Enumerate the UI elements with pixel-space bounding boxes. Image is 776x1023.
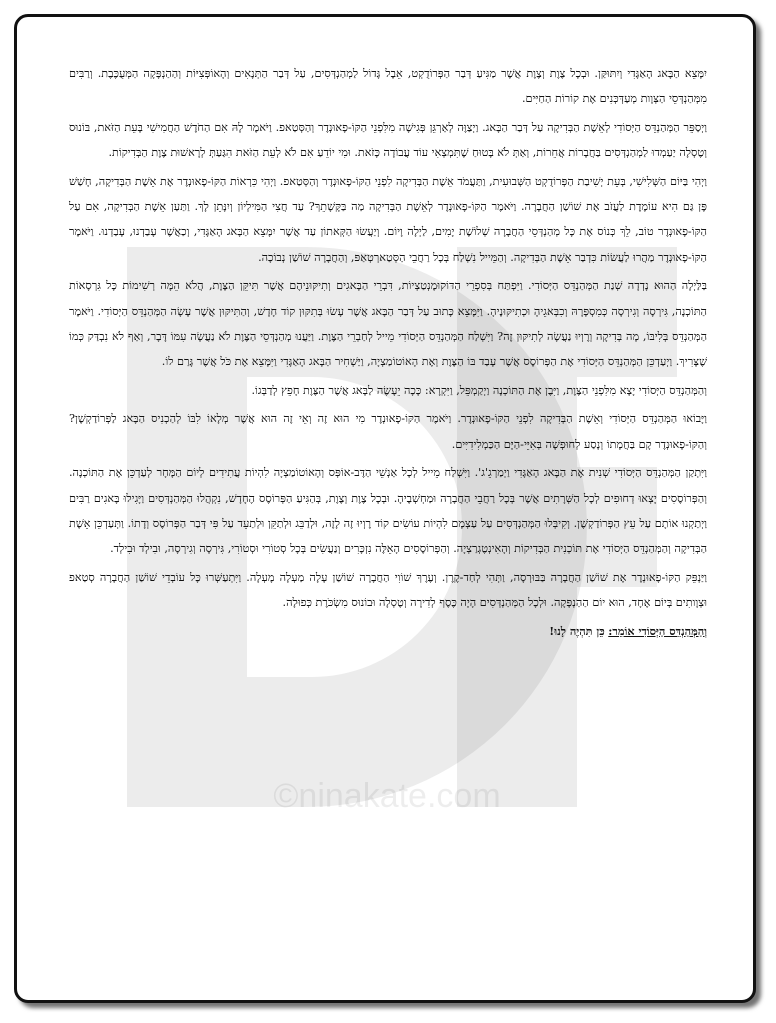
paragraph: וַיְסַפֵּר הַמְּהַנְדֵּס הַיְּסוֹדִי לְאֵשֶׁת הַבְּדִיקָה עַל דְּבַר הַבָּאג. וַיְצַוֶּה לְאַרְגֵּן פְּגִישָׁה מִלִּפְנֵי הַקּוֹ-פָאוּנְדֶר וְהַסְּטַאפ. וַיֹּאמֶר לָהּ אִם הַחֹדֶשׁ הַחֲמִישִׁי בָּעֵת הַזֹּאת, בּוֹנוּס וְטֶסְלָה יַעַמְדוּ לַמְהַנְדְּסִים בַּחֲבָרוֹת אֲחֵרוֹת, וְאַתְּ לֹא בָּטוּחַ שֶׁתִּמְצְאִי עוֹד עֲבוֹדָה כָּזֹאת. וּמִי יוֹדֵעַ אִם לֹא לְעֵת הַזֹּאת הִגַּעַתְּ לְרָאשׁוּת צֶוֶת הַבְּדִיקוֹת. <box>69 120 707 160</box>
document-page <box>14 14 756 1003</box>
closing-paragraph <box>69 619 707 644</box>
closing-speaker: וְהַמְּהַנְדֵּס הַיְּסוֹדִי אוֹמֵר: <box>608 623 707 638</box>
paragraph: וְהַמְּהַנְדֵּס הַיְּסוֹדִי יָצָא מִלִּפְנֵי הַצֶּוֶת, וַיִּבֶן אֶת הַתּוֹכְנָה וַיְקַמְפֵּל, וַיִּקְרָא: כָּכָה יֵעָשֶׂה לַבָּאג אֲשֶׁר הַצֶּוֶת חָפֵץ לְדַבְּגוֹ. <box>251 383 707 397</box>
watermark-text: ©ninakate.com <box>273 777 501 815</box>
paragraph: יִמָּצֵא הַבָּאג הָאַגָּדִי וְיִתּוּקַּן. וּבְכָל צֶוֶת וְצֶוֶת אֲשֶׁר מַגִּיעַ דְּבַר הַפְּרוֹדֻקְט, אֵבֶל גָּדוֹל לַמְהַנְדְּסִים, עַל דְּבַר הַתְּנָאִים וְהָאוֹפְּצִיּוֹת וְהַהַנְפָּקָה הַמְּעֻכֶּבֶת. וְרַבִּים מִמְּהַנְדְּסֵי הַצְּוָות מְעַדְּכְּנִים אֶת קוֹרוֹת הַחַיִּים. <box>69 67 707 106</box>
closing-line: כֵּן תִּהְיֶה לָנוּ! <box>549 623 605 638</box>
paragraph: וַיִּתְקַן הַמְּהַנְדֵּס הַיְּסוֹדִי שְׁנִית אֶת הַבָּאג הָאַגָּדִי וַיְמַרְגֵ'ג'. וַיִּשְׁלַח מֵייל לְכָל אַנְשֵׁי הַדֶּב-אוֹפְּס וְהָאוֹטוֹמַצְיָה לִהְיוֹת עֲתִידִים לְיוֹם הַמָּחָר לְעַדְכֵּן אֶת הַתּוֹכְנָה. וְהַפְּרוֹסֶסִים יָצְאוּ דְחוּפִים לְכָל הַשְּׁרָתִים אֲשֶׁר בְּכָל רַחֲבֵי הַחֲבָרָה וּמַחְשְׁבֶיהָ. וּבְכָל צֶוֶת וְצֶוֶת, בְּהַגִּיעַ הַפְּרוֹסֶס הֶחָדָשׁ, נִקְהֲלוּ הַמְּהַנְדְּסִים וַיָּגִילוּ בָּאגִים רַבִּים וַיְתַקְנוּ אוֹתָם עַל עֵץ הַפְּרוֹדַקְשֶׁן. וְקִיבְּלוּ הַמְּהַנְדְּסִים עַל עַצְמָם לִהְיוֹת עוֹשִׂים קוֹד רֶוְיוּ זֶה לָזֶה, וּלְדַבֵּג וּלְתַקֵּן וּלְתַעֵד עַל פִּי דְּבַר הַפְּרוֹסֶס וְדָתוֹ. וַתְּעַדְכֵּן אֵשֶׁת הַבְּדִיקָה וְהַמְּהַנְדֵּס הַיְּסוֹדִי אֶת תּוֹכְנִית הַבְּדִיקוֹת וְהָאִינְטֶגְרַצְיָה. וְהַפְּרוֹסֶסִים הָאֵלֶּה נִזְכָּרִים וְנַעֲשִׂים בְּכָל סְטוֹרִי וּסְטוֹרִי, גִּירְסָה וְגִירְסָה, וּבִילְד וּבִילְד. <box>69 466 707 556</box>
paragraph: וַיָּבוֹאוּ הַמְּהַנְדֵּס הַיְּסוֹדִי וְאֵשֶׁת הַבְּדִיקָה לִפְנֵי הַקּוֹ-פָאוּנְדֶר. וַיֹּאמֶר הַקּוֹ-פָאוּנְדֶר מִי הוּא זֶה וְאֵי זֶה הוּא אֲשֶׁר מְלָאוֹ לִבּוֹ לְהַכְנִיס הַבָּאג לַפְּרוֹדַקְשֶׁן? וְהַקּוֹ-פָאוּנְדֶר קָם בַּחֲמָתוֹ וְנָסַע לְחוּפְשָׁה בְּאִיֵּי-הַיָּם הַכַּמְלִידִיִּים. <box>69 412 707 451</box>
document-text <box>69 61 707 647</box>
paragraph: בַּלַּיְלָה הַהוּא נָדְדָה שְׁנַת הַמְּהַנְדֵּס הַיְּסוֹדִי. וַיִּפְתַּח בְּסִפְרֵי הַדּוֹקוּמֶנְטַצְיוֹת, דִּבְרֵי הַבָּאגִים וְתִיקּוּנֵיהֶם אֲשֶׁר תִּיקֵּן הַצֶּוֶת, הֲלֹא הֵמָּה רְשִׁימוֹת כָּל גִּרְסָאוֹת הַתּוֹכְנָה, גִּירְסָה וְגִירְסָה כְּמִסְפָּרָהּ וְכִבְּאגֵיהָ וּכְתִיקּוּנֶיהָ. וַיִּמָּצֵא כָּתוּב עַל דְּבַר הַבָּאג אֲשֶׁר עָשׂוּ בְּתִקּוּן קוֹד חָדָשׁ, וְהַתִּיקּוּן אֲשֶׁר עָשָׂה הַמְּהַנְדֵּס הַיְּסוֹדִי. וַיֹּאמֶר הַמְּהַנְדֵּס בְּלִיבּוֹ, מָה בְּדִיקָה וְרֶוְיוּ נַעֲשָׂה לְתִיקּוּן זֶה? וַיִּשְׁלַח הַמְּהַנְדֵּס הַיְּסוֹדִי מֵייל לְחַבְרֵי הַצֶּוֶת. וַיַּעֲנוּ מְהַנְדְּסֵי הַצֶּוֶת לֹא נַעֲשָׂה עִמּוֹ דָּבָר, וְאַף לֹא נִבְדַּק כְּמוֹ שֶׁצָּרִיךְ. וַיְעַדְכֵּן הַמְּהַנְדֵּס הַיְּסוֹדִי אֶת הַפְּרוֹסֶס אֲשֶׁר עָבַד בּוֹ הַצֶּוֶת וְאֶת הָאוֹטוֹמַצְיָה, וַיַּשְׁחִיר הַבָּאג הָאַגָּדִי וַיִּמָּצֵא אֶת כֹּל אֲשֶׁר גָּרַם לוֹ. <box>69 279 707 369</box>
paragraph: וַיַּנְפֵּק הַקּוֹ-פָאוּנְדֶר אֶת שׁוֹשַׁן הַחֲבָרָה בַּבּוּרְסָה, וַתְּהִי לְחַד-קֶרֶן. וְעֶרֶךְ שׁוֹוִי הַחֲבָרָה שׁוֹשַׁן עָלָה מַעְלָה מָעְלָה. וַיִּתְעַשְּׁרוּ כָּל עוֹבְדֵי שׁוֹשַׁן הַחֲבָרָה סְטַאפ וּצְוָותִים בְּיוֹם אֶחָד, הוּא יוֹם הַהַנְפָּקָה. וּלְכָל הַמְּהַנְדְּסִים הָיָה כֶּסֶף לְדִירָה וְטֶסְלָה וּבוֹנוּס מִשְׂכֹּרֶת כְּפוּלָה. <box>69 570 707 610</box>
paragraph: וַיְהִי בַּיּוֹם הַשְּׁלִישִׁי, בְּעֵת יְשִׁיבַת הַפְּרוֹדֻקְט הַשְּׁבוּעִית, וַתַּעֲמֹד אֵשֶׁת הַבְּדִיקָה לִפְנֵי הַקּוֹ-פָאוּנְדֶר וְהַסְּטַאפ. וַיְהִי כִּרְאוֹת הַקּוֹ-פָאוּנְדֶר אֶת אֵשֶׁת הַבְּדִיקָה, חָשַׁשׁ פֶּן גַּם הִיא עוֹמֶדֶת לַעֲזֹב אֶת שׁוֹשַׁן הַחֲבָרָה. וַיֹּאמֶר הַקּוֹ-פָאוּנְדֶר לְאֵשֶׁת הַבְּדִיקָה מַה בַּקָּשָׁתֵךְ? עַד חֲצִי הַמִּילְיוֹן וְיִנָּתֵן לָךְ. וַתַּעַן אֵשֶׁת הַבְּדִיקָה, אִם עַל הַקּוֹ-פָאוּנְדֶר טוֹב, לֵךְ כְּנוֹס אֶת כָּל מְהַנְדְּסֵי הַחֲבָרָה שְׁלוֹשֶׁת יָמִים, לַיְלָה וָיוֹם. וְיַעֲשׂוּ הַקְּאתוֹן עַד אֲשֶׁר יִמָּצֵא הַבָּאג הָאַגָּדִי, וְכַאֲשֶׁר עָבַדְנוּ, עָבַדְנוּ. וַיֹּאמֶר הַקּוֹ-פָאוּנְדֶר מַהֲרוּ לַעֲשׂוֹת כִּדְבַר אֵשֶׁת הַבְּדִיקָה. וְהַמֵּייל נִשְׁלַח בְּכָל רַחֲבֵי הַסְּטַארְטְאַפּ, וְהַחֲבָרָה שׁוֹשַׁן נְבוֹכָה. <box>69 174 707 264</box>
